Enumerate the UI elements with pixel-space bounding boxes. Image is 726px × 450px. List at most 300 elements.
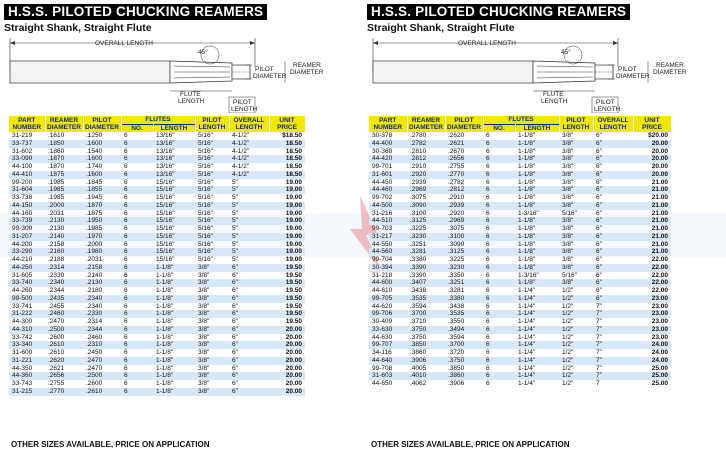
cell-part-number: 99-200 — [12, 178, 33, 186]
cell-unit-price: 19.00 — [285, 209, 302, 217]
cell-overall-length: 6" — [232, 302, 238, 310]
table-row — [369, 264, 671, 272]
cell-reamer-diameter: .2130 — [48, 225, 65, 232]
cell-part-number: 44-550 — [372, 240, 393, 248]
cell-unit-price: 21.00 — [633, 217, 671, 225]
reamer-table — [369, 116, 672, 388]
cell-pilot-diameter: .3225 — [448, 256, 465, 263]
cell-part-number: 33-743 — [12, 380, 33, 387]
cell-overall-length: 6" — [229, 279, 269, 287]
cell-part-number: 44-610 — [372, 287, 393, 294]
cell-flute-length: 13/16" — [153, 171, 195, 179]
cell-part-number: 31-221 — [9, 357, 45, 365]
cell-part-number: 44-560 — [369, 248, 407, 256]
cell-overall-length: 6" — [596, 147, 602, 155]
cell-flute-length: 1-1/4" — [515, 310, 559, 318]
cell-pilot-length: 3/8" — [198, 302, 210, 310]
col-flutes: FLUTES — [483, 116, 559, 124]
cell-overall-length: 6" — [596, 240, 602, 248]
cell-pilot-diameter: .2920 — [448, 209, 465, 217]
cell-pilot-diameter: .2000 — [86, 240, 103, 248]
cell-overall-length: 6" — [232, 364, 238, 372]
cell-reamer-diameter: .2621 — [48, 364, 65, 372]
cell-unit-price: 24.00 — [633, 357, 671, 365]
cell-flute-length: 1-1/4" — [518, 349, 536, 356]
cell-pilot-diameter: .1600 — [83, 171, 121, 179]
cell-reamer-diameter: .1610 — [48, 132, 65, 139]
cell-reamer-diameter: .2782 — [407, 140, 445, 148]
cell-reamer-diameter: .2140 — [45, 233, 83, 241]
cell-flute-length: 1-1/8" — [515, 217, 559, 225]
cell-flute-length: 1-1/8" — [156, 364, 174, 372]
cell-part-number: 99-705 — [369, 295, 407, 303]
cell-pilot-length: 5/16" — [195, 202, 229, 210]
cell-unit-price: 21.00 — [651, 194, 668, 201]
cell-reamer-diameter: .2600 — [48, 333, 65, 341]
cell-pilot-length: 3/8" — [198, 318, 210, 325]
cell-unit-price: 21.00 — [651, 209, 668, 217]
cell-pilot-length: 3/8" — [195, 295, 229, 303]
cell-overall-length: 6" — [593, 233, 633, 241]
cell-flute-length: 1-1/4" — [518, 287, 536, 294]
cell-overall-length: 5" — [229, 186, 269, 194]
cell-flute-count: 6 — [121, 357, 153, 365]
cell-reamer-diameter: .2755 — [48, 380, 65, 387]
cell-flute-count: 6 — [486, 302, 490, 310]
col-flute-no: NO. — [121, 124, 153, 132]
cell-unit-price: 21.00 — [651, 225, 668, 232]
cell-flute-length: 1-1/8" — [156, 302, 174, 310]
cell-part-number: 44-450 — [372, 178, 393, 186]
cell-pilot-diameter: .2621 — [445, 140, 483, 148]
cell-reamer-diameter: .2160 — [45, 248, 83, 256]
cell-overall-length: 6" — [229, 310, 269, 318]
cell-flute-length: 13/16" — [156, 147, 175, 155]
cell-reamer-diameter: .3390 — [410, 271, 427, 279]
cell-part-number: 44-620 — [372, 302, 393, 310]
table-row — [369, 279, 671, 287]
cell-reamer-diameter: .3225 — [410, 225, 427, 232]
cell-part-number: 31-605 — [12, 271, 33, 279]
cell-overall-length: 6" — [593, 155, 633, 163]
cell-flute-count: 6 — [121, 310, 153, 318]
table-row — [9, 303, 305, 311]
cell-pilot-length: 3/8" — [559, 279, 593, 287]
col-pilot-length: PILOT LENGTH — [195, 116, 229, 132]
col-unit-price: UNIT PRICE — [633, 116, 671, 132]
table-row — [9, 186, 305, 194]
cell-flute-length: 1-1/8" — [515, 202, 559, 210]
cell-pilot-length: 3/8" — [195, 279, 229, 287]
cell-part-number: 44-360 — [9, 372, 45, 380]
cell-pilot-diameter: .2314 — [86, 318, 103, 325]
cell-overall-length: 5" — [229, 233, 269, 241]
cell-overall-length: 7" — [593, 357, 633, 365]
cell-pilot-length: 3/8" — [559, 248, 593, 256]
cell-pilot-length: 1/2" — [562, 333, 574, 341]
col-unit-price: UNIT PRICE — [269, 116, 305, 132]
cell-pilot-diameter: .2140 — [86, 271, 103, 279]
cell-pilot-length: 3/8" — [559, 171, 593, 179]
cell-pilot-length: 1/2" — [562, 364, 574, 372]
cell-part-number: 33-741 — [12, 302, 33, 310]
cell-flute-count: 6 — [124, 364, 128, 372]
reamer-diameter-label-1: REAMER — [656, 62, 684, 69]
cell-flute-count: 6 — [483, 202, 515, 210]
cell-flute-count: 6 — [486, 333, 490, 341]
cell-part-number: 44-640 — [369, 357, 407, 365]
cell-pilot-length: 5/16" — [198, 256, 213, 263]
cell-flute-count: 6 — [483, 264, 515, 272]
table-row — [9, 380, 305, 388]
cell-pilot-diameter: .2969 — [445, 217, 483, 225]
cell-pilot-diameter: .2340 — [83, 295, 121, 303]
cell-unit-price: 24.00 — [633, 341, 671, 349]
cell-overall-length: 6" — [229, 372, 269, 380]
cell-flute-count: 6 — [486, 364, 490, 372]
cell-overall-length: 4-1/2" — [229, 171, 269, 179]
cell-pilot-length: 3/8" — [195, 264, 229, 272]
cell-part-number: 44-510 — [369, 217, 407, 225]
cell-pilot-length: 3/8" — [198, 364, 210, 372]
table-row — [369, 186, 671, 194]
cell-unit-price: 19.00 — [269, 233, 305, 241]
cell-flute-length: 1-1/8" — [515, 155, 559, 163]
cell-pilot-length: 5/16" — [195, 140, 229, 148]
table-row — [9, 194, 305, 202]
cell-unit-price: 19.00 — [285, 256, 302, 263]
cell-overall-length: 6" — [229, 388, 269, 396]
cell-pilot-length: 5/16" — [195, 171, 229, 179]
col-reamer-diameter: REAMER DIAMETER — [45, 116, 83, 132]
cell-pilot-length: 5/16" — [198, 240, 213, 248]
cell-flute-count: 6 — [483, 279, 515, 287]
cell-pilot-diameter: .3090 — [448, 240, 465, 248]
cell-flute-length: 1-1/8" — [153, 357, 195, 365]
overall-length-label: OVERALL LENGTH — [458, 40, 516, 47]
cell-overall-length: 7" — [593, 310, 633, 318]
cell-pilot-length: 3/8" — [195, 341, 229, 349]
cell-reamer-diameter: .3535 — [407, 295, 445, 303]
cell-part-number: 44-210 — [12, 256, 33, 263]
cell-unit-price: 19.00 — [285, 225, 302, 232]
cell-overall-length: 4-1/2" — [229, 140, 269, 148]
cell-reamer-diameter: .3390 — [407, 264, 445, 272]
cell-pilot-length: 1/2" — [559, 341, 593, 349]
table-row — [9, 179, 305, 187]
cell-flute-count: 6 — [124, 333, 128, 341]
cell-pilot-length: 3/8" — [195, 388, 229, 396]
cell-unit-price: 22.00 — [651, 287, 668, 294]
cell-flute-count: 6 — [124, 209, 128, 217]
cell-flute-count: 6 — [124, 163, 128, 170]
cell-pilot-diameter: .2782 — [448, 178, 465, 186]
table-row — [369, 380, 671, 388]
cell-unit-price: 20.00 — [269, 357, 305, 365]
cell-part-number: 33-740 — [9, 279, 45, 287]
cell-pilot-length: 3/8" — [559, 202, 593, 210]
cell-part-number: 31-207 — [9, 233, 45, 241]
cell-flute-count: 6 — [486, 178, 490, 186]
cell-pilot-length: 3/8" — [195, 326, 229, 334]
cell-flute-length: 15/16" — [156, 209, 175, 217]
cell-part-number: 44-200 — [12, 240, 33, 248]
cell-flute-count: 6 — [121, 326, 153, 334]
cell-part-number: 44-600 — [369, 279, 407, 287]
cell-part-number: 99-701 — [372, 163, 393, 170]
cell-part-number: 44-350 — [12, 364, 33, 372]
cell-pilot-length: 5/16" — [562, 271, 577, 279]
cell-pilot-length: 3/8" — [562, 178, 574, 186]
cell-unit-price: $18.50 — [282, 132, 302, 139]
pilot-diameter-label-1: PILOT — [255, 66, 274, 73]
cell-reamer-diameter: .3230 — [407, 233, 445, 241]
cell-overall-length: 5" — [229, 217, 269, 225]
table-row — [369, 349, 671, 357]
cell-reamer-diameter: .2344 — [48, 287, 65, 294]
cell-flute-count: 6 — [121, 248, 153, 256]
col-pilot-diameter: PILOT DIAMETER — [83, 116, 121, 132]
cell-reamer-diameter: .2500 — [45, 326, 83, 334]
cell-pilot-length: 1/2" — [559, 357, 593, 365]
table-row — [369, 365, 671, 373]
cell-flute-count: 6 — [121, 171, 153, 179]
cell-flute-count: 6 — [483, 310, 515, 318]
cell-reamer-diameter: .2188 — [48, 256, 65, 263]
cell-part-number: 44-160 — [12, 209, 33, 217]
cell-pilot-length: 3/8" — [198, 333, 210, 341]
cell-unit-price: 20.00 — [269, 326, 305, 334]
cell-flute-length: 15/16" — [156, 194, 175, 201]
cell-pilot-diameter: .1600 — [83, 140, 121, 148]
cell-part-number: 31-216 — [372, 209, 393, 217]
cell-flute-length: 1-1/4" — [515, 357, 559, 365]
cell-flute-length: 1-1/8" — [518, 132, 536, 139]
cell-unit-price: 18.50 — [285, 163, 302, 170]
cell-unit-price: 19.50 — [269, 279, 305, 287]
cell-flute-count: 6 — [486, 209, 490, 217]
cell-part-number: 44-260 — [12, 287, 33, 294]
cell-pilot-length: 3/8" — [198, 287, 210, 294]
page-title: H.S.S. PILOTED CHUCKING REAMERS — [4, 4, 267, 20]
col-overall-length: OVERALL LENGTH — [229, 116, 269, 132]
cell-overall-length: 6" — [593, 264, 633, 272]
cell-reamer-diameter: .2610 — [45, 341, 83, 349]
cell-pilot-diameter: .3494 — [445, 326, 483, 334]
cell-unit-price: 21.00 — [651, 240, 668, 248]
cell-overall-length: 4-1/2" — [232, 163, 250, 170]
cell-reamer-diameter: .2158 — [48, 240, 65, 248]
table-row — [9, 310, 305, 318]
table-row — [9, 272, 305, 280]
cell-part-number: 33-737 — [9, 140, 45, 148]
cell-unit-price: 21.00 — [633, 233, 671, 241]
cell-pilot-length: 5/16" — [198, 163, 213, 170]
cell-overall-length: 7" — [593, 341, 633, 349]
cell-flute-length: 1-1/8" — [153, 372, 195, 380]
table-row — [369, 217, 671, 225]
cell-part-number: 44-300 — [12, 318, 33, 325]
cell-unit-price: 21.00 — [633, 202, 671, 210]
cell-overall-length: 5" — [232, 225, 238, 232]
cell-flute-length: 1-1/8" — [518, 163, 536, 170]
cell-pilot-diameter: .3860 — [445, 372, 483, 380]
cell-pilot-length: 1/2" — [562, 287, 574, 294]
cell-pilot-length: 5/16" — [198, 132, 213, 139]
cell-reamer-diameter: .1985 — [45, 186, 83, 194]
table-row — [369, 256, 671, 264]
col-flutes: FLUTES — [121, 116, 195, 124]
table-row — [9, 341, 305, 349]
cell-reamer-diameter: .3125 — [407, 217, 445, 225]
angle-label: 45° — [561, 49, 571, 56]
col-pilot-diameter: PILOT DIAMETER — [445, 116, 483, 132]
cell-overall-length: 5" — [232, 240, 238, 248]
cell-reamer-diameter: .3860 — [410, 349, 427, 356]
cell-flute-count: 6 — [486, 256, 490, 263]
cell-part-number: 33-290 — [9, 248, 45, 256]
cell-pilot-diameter: .3535 — [445, 310, 483, 318]
cell-pilot-length: 1/2" — [562, 318, 574, 325]
cell-part-number: 33-738 — [12, 194, 33, 201]
cell-unit-price: 18.50 — [269, 155, 305, 163]
cell-pilot-diameter: .3380 — [445, 295, 483, 303]
cell-reamer-diameter: .2812 — [407, 155, 445, 163]
cell-overall-length: 6" — [596, 271, 602, 279]
cell-flute-count: 6 — [124, 178, 128, 186]
cell-unit-price: 25.00 — [651, 380, 668, 387]
cell-flute-count: 6 — [483, 248, 515, 256]
cell-overall-length: 6" — [232, 287, 238, 294]
table-row — [369, 248, 671, 256]
cell-unit-price: 19.00 — [269, 248, 305, 256]
cell-pilot-diameter: .2344 — [83, 326, 121, 334]
cell-reamer-diameter: .2330 — [48, 271, 65, 279]
table-row — [9, 287, 305, 295]
cell-pilot-diameter: .2500 — [83, 372, 121, 380]
cell-pilot-length: 5/16" — [195, 248, 229, 256]
cell-pilot-length: 3/8" — [198, 380, 210, 387]
table-row — [9, 248, 305, 256]
cell-part-number: 33-739 — [9, 217, 45, 225]
cell-pilot-diameter: .1870 — [83, 202, 121, 210]
cell-unit-price: 19.50 — [285, 271, 302, 279]
cell-reamer-diameter: .2340 — [45, 279, 83, 287]
pilot-length-label-2: LENGTH — [231, 106, 258, 113]
cell-reamer-diameter: .2969 — [407, 186, 445, 194]
cell-pilot-diameter: .2939 — [445, 202, 483, 210]
cell-part-number: 44-400 — [369, 140, 407, 148]
cell-pilot-length: 1/2" — [559, 295, 593, 303]
cell-pilot-length: 5/16" — [195, 233, 229, 241]
cell-unit-price: 23.00 — [651, 318, 668, 325]
cell-overall-length: 6" — [232, 380, 238, 387]
cell-unit-price: 20.00 — [651, 163, 668, 170]
cell-flute-count: 6 — [486, 271, 490, 279]
pilot-length-label-1: PILOT — [596, 99, 615, 106]
cell-flute-count: 6 — [121, 279, 153, 287]
cell-overall-length: 6" — [596, 194, 602, 201]
cell-flute-length: 1-1/8" — [515, 279, 559, 287]
cell-reamer-diameter: .3075 — [410, 194, 427, 201]
cell-pilot-length: 3/8" — [562, 194, 574, 201]
cell-flute-length: 13/16" — [156, 163, 175, 170]
cell-overall-length: 5" — [229, 248, 269, 256]
cell-part-number: 99-707 — [369, 341, 407, 349]
cell-flute-count: 6 — [483, 140, 515, 148]
cell-overall-length: 5" — [232, 178, 238, 186]
cell-flute-count: 6 — [121, 341, 153, 349]
table-row — [9, 241, 305, 249]
cell-pilot-length: 3/8" — [195, 310, 229, 318]
cell-flute-count: 6 — [124, 256, 128, 263]
cell-pilot-length: 1/2" — [559, 372, 593, 380]
cell-flute-count: 6 — [483, 171, 515, 179]
cell-flute-count: 6 — [121, 186, 153, 194]
cell-pilot-length: 5/16" — [195, 217, 229, 225]
cell-overall-length: 6" — [593, 217, 633, 225]
cell-pilot-length: 1/2" — [562, 302, 574, 310]
table-row — [369, 326, 671, 334]
cell-flute-count: 6 — [121, 295, 153, 303]
cell-pilot-diameter: .1600 — [83, 155, 121, 163]
cell-unit-price: 20.00 — [285, 364, 302, 372]
table-row — [9, 388, 305, 396]
cell-flute-count: 6 — [483, 155, 515, 163]
cell-part-number: 31-217 — [369, 233, 407, 241]
cell-pilot-diameter: .1970 — [83, 233, 121, 241]
cell-pilot-diameter: .2755 — [448, 163, 465, 170]
cell-overall-length: 6" — [593, 248, 633, 256]
cell-pilot-diameter: .3750 — [445, 357, 483, 365]
overall-length-label: OVERALL LENGTH — [95, 40, 153, 47]
cell-overall-length: 5" — [232, 194, 238, 201]
cell-part-number: 31-603 — [369, 372, 407, 380]
table-row — [369, 132, 671, 140]
cell-overall-length: 6" — [596, 209, 602, 217]
cell-overall-length: 6" — [593, 140, 633, 148]
table-row — [9, 225, 305, 233]
cell-part-number: 44-630 — [372, 333, 393, 341]
cell-part-number: 99-702 — [372, 194, 393, 201]
cell-flute-length: 1-1/8" — [153, 310, 195, 318]
table-row — [369, 179, 671, 187]
cell-pilot-diameter: .2450 — [86, 349, 103, 356]
table-row — [9, 163, 305, 171]
cell-pilot-length: 3/8" — [559, 264, 593, 272]
cell-reamer-diameter: .2810 — [410, 147, 427, 155]
cell-unit-price: 19.00 — [269, 217, 305, 225]
cell-pilot-diameter: .2910 — [448, 194, 465, 201]
cell-flute-length: 15/16" — [153, 186, 195, 194]
cell-flute-count: 6 — [483, 233, 515, 241]
cell-part-number: 31-219 — [12, 132, 33, 139]
cell-flute-count: 6 — [486, 194, 490, 201]
col-overall-length: OVERALL LENGTH — [593, 116, 633, 132]
pilot-diameter-label-1: PILOT — [618, 66, 637, 73]
cell-pilot-diameter: .1845 — [86, 178, 103, 186]
cell-flute-count: 6 — [483, 217, 515, 225]
table-row — [369, 241, 671, 249]
cell-unit-price: 20.00 — [633, 171, 671, 179]
cell-reamer-diameter: .1985 — [48, 178, 65, 186]
cell-pilot-diameter: .2656 — [445, 155, 483, 163]
cell-unit-price: 19.00 — [285, 178, 302, 186]
cell-pilot-length: 3/8" — [198, 349, 210, 356]
cell-part-number: 44-410 — [9, 171, 45, 179]
cell-flute-length: 15/16" — [156, 225, 175, 232]
cell-overall-length: 7" — [593, 326, 633, 334]
